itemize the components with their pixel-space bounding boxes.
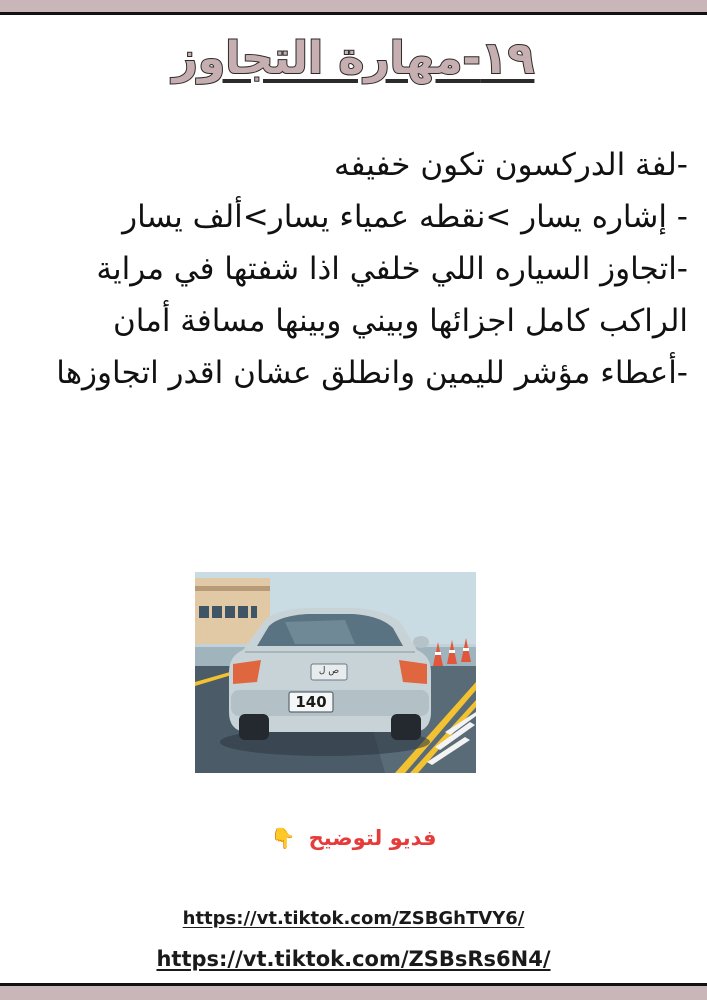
instruction-line-2: - إشاره يسار >نقطه عمياء يسار>ألف يسار [122,199,688,235]
tiktok-link-1[interactable]: https://vt.tiktok.com/ZSBGhTVY6/ [182,908,525,929]
instruction-line-1: -لفة الدركسون تكون خفيفه [333,147,688,183]
page-title: ١٩-مهارة التجاوز [172,33,535,84]
instruction-line-3: -اتجاوز السياره اللي خلفي اذا شفتها في مراية الراكب كامل اجزائها وبيني وبينها مسافة أمان [96,251,688,339]
instruction-line-4: -أعطاء مؤشر لليمين وانطلق عشان اقدر اتجاوزها [56,355,688,391]
pointing-down-hand-icon: 👇 [270,826,296,850]
upper-plate-letters: ص ل [318,666,340,676]
tiktok-link-2[interactable]: https://vt.tiktok.com/ZSBsRs6N4/ [156,947,551,971]
document-page [0,12,707,986]
video-label-line [0,826,707,850]
license-plate-number: 140 [295,693,327,711]
instructions-text [40,139,688,399]
video-label: فديو لتوضيح [308,826,437,850]
